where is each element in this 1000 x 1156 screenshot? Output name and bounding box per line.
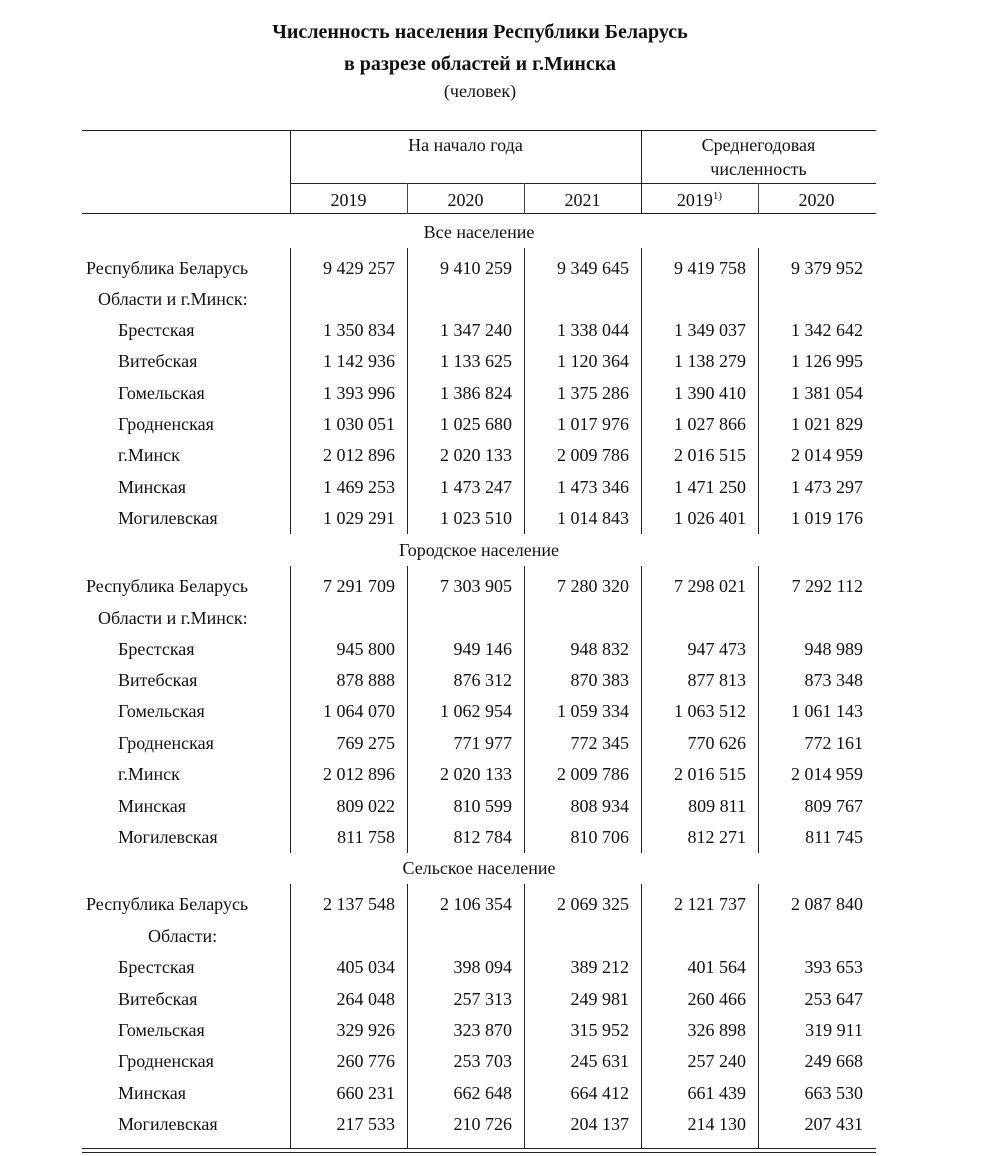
cell-value: 389 212 [570,957,629,977]
cell-value: 7 280 320 [557,576,629,596]
table-row [0,668,1000,692]
cell-value: 877 813 [687,670,746,690]
cell-value: 873 348 [804,670,863,690]
header-year: 2019 [330,190,367,210]
row-label: Могилевская [118,1114,218,1134]
row-label: Витебская [118,670,198,690]
cell-value: 2 069 325 [557,894,629,914]
table-row [0,1018,1000,1042]
cell-value: 1 126 995 [791,351,863,371]
row-label: Минская [118,1083,187,1103]
cell-value: 809 811 [688,796,746,816]
cell-value: 1 349 037 [674,320,746,340]
cell-value: 2 009 786 [557,764,629,784]
cell-value: 1 473 346 [557,477,629,497]
table-row [0,924,1000,948]
cell-value: 1 063 512 [674,701,746,721]
cell-value: 1 021 829 [791,414,863,434]
row-label: Витебская [118,989,198,1009]
cell-value: 1 133 625 [440,351,512,371]
table-row [0,318,1000,342]
cell-value: 398 094 [453,957,512,977]
cell-value: 660 231 [336,1083,395,1103]
cell-value: 1 469 253 [323,477,395,497]
cell-value: 811 745 [805,827,863,847]
header-group-start-of-year: На начало года [408,135,523,155]
row-label: г.Минск [118,764,180,784]
section-title: Сельское население [402,858,556,878]
cell-value: 870 383 [570,670,629,690]
cell-value: 876 312 [453,670,512,690]
cell-value: 1 347 240 [440,320,512,340]
row-label: Витебская [118,351,198,371]
cell-value: 9 379 952 [791,258,863,278]
table-row [0,256,1000,280]
cell-value: 405 034 [336,957,395,977]
table-row [0,606,1000,630]
table-row [0,794,1000,818]
header-group-average-line2: численность [710,159,807,179]
cell-value: 329 926 [336,1020,395,1040]
table-bottom-rule-2 [82,1152,876,1153]
row-label: Области и г.Минск: [98,608,248,628]
cell-value: 810 706 [570,827,629,847]
table-row [0,955,1000,979]
unit-label: (человек) [443,81,517,101]
footnote-mark: 1) [712,190,723,202]
cell-value: 810 599 [453,796,512,816]
header-bottom-rule [82,213,876,214]
row-label: Гродненская [118,1051,214,1071]
cell-value: 1 059 334 [557,701,629,721]
cell-value: 809 022 [336,796,395,816]
cell-value: 1 390 410 [674,383,746,403]
cell-value: 2 009 786 [557,445,629,465]
cell-value: 1 381 054 [791,383,863,403]
row-label: Минская [118,477,187,497]
document-title-line2: в разрезе областей и г.Минска [343,53,617,75]
cell-value: 2 137 548 [323,894,395,914]
row-label: Республика Беларусь [86,258,249,278]
table-row [0,506,1000,530]
cell-value: 9 419 758 [674,258,746,278]
row-label: Республика Беларусь [86,576,249,596]
cell-value: 663 530 [804,1083,863,1103]
cell-value: 664 412 [570,1083,629,1103]
cell-value: 249 668 [804,1051,863,1071]
cell-value: 257 240 [687,1051,746,1071]
header-year: 2020 [798,190,835,210]
header-year: 2021 [564,190,601,210]
cell-value: 207 431 [804,1114,863,1134]
cell-value: 812 271 [687,827,746,847]
table-row [0,443,1000,467]
header-year: 2020 [447,190,484,210]
cell-value: 253 703 [453,1051,512,1071]
row-label: Могилевская [118,508,218,528]
cell-value: 1 027 866 [674,414,746,434]
cell-value: 204 137 [570,1114,629,1134]
table-row [0,381,1000,405]
cell-value: 1 030 051 [323,414,395,434]
cell-value: 7 291 709 [323,576,395,596]
cell-value: 662 648 [453,1083,512,1103]
cell-value: 1 473 297 [791,477,863,497]
row-label: Гродненская [118,733,214,753]
cell-value: 949 146 [453,639,512,659]
header-year-value: 2019 [676,190,713,210]
cell-value: 771 977 [453,733,512,753]
cell-value: 1 473 247 [440,477,512,497]
cell-value: 769 275 [336,733,395,753]
table-row [0,574,1000,598]
row-label: Гомельская [118,701,205,721]
cell-value: 1 019 176 [791,508,863,528]
cell-value: 210 726 [453,1114,512,1134]
cell-value: 2 012 896 [323,445,395,465]
cell-value: 257 313 [453,989,512,1009]
cell-value: 319 911 [805,1020,863,1040]
cell-value: 217 533 [336,1114,395,1134]
cell-value: 1 064 070 [323,701,395,721]
table-row [0,637,1000,661]
table-row [0,287,1000,311]
cell-value: 249 981 [570,989,629,1009]
cell-value: 1 023 510 [440,508,512,528]
document-title-line1: Численность населения Республики Беларусь [272,21,688,43]
row-label: Гомельская [118,1020,205,1040]
table-top-rule [82,130,876,131]
cell-value: 2 121 737 [674,894,746,914]
cell-value: 1 026 401 [674,508,746,528]
cell-value: 770 626 [687,733,746,753]
cell-value: 2 020 133 [440,445,512,465]
cell-value: 2 016 515 [674,764,746,784]
cell-value: 1 393 996 [323,383,395,403]
table-row [0,349,1000,373]
table-row [0,731,1000,755]
cell-value: 661 439 [687,1083,746,1103]
cell-value: 7 298 021 [674,576,746,596]
cell-value: 1 471 250 [674,477,746,497]
cell-value: 253 647 [804,989,863,1009]
cell-value: 1 017 976 [557,414,629,434]
cell-value: 401 564 [687,957,746,977]
cell-value: 809 767 [804,796,863,816]
cell-value: 214 130 [687,1114,746,1134]
cell-value: 2 012 896 [323,764,395,784]
table-row [0,1049,1000,1073]
cell-value: 808 934 [570,796,629,816]
cell-value: 7 292 112 [791,576,863,596]
cell-value: 1 342 642 [791,320,863,340]
cell-value: 1 338 044 [557,320,629,340]
header-year [641,188,758,212]
table-row [0,412,1000,436]
cell-value: 9 429 257 [323,258,395,278]
row-label: Гродненская [118,414,214,434]
cell-value: 260 776 [336,1051,395,1071]
cell-value: 878 888 [336,670,395,690]
cell-value: 1 138 279 [674,351,746,371]
table-row [0,987,1000,1011]
cell-value: 1 029 291 [323,508,395,528]
cell-value: 2 106 354 [440,894,512,914]
cell-value: 948 989 [804,639,863,659]
cell-value: 1 062 954 [440,701,512,721]
row-label: Минская [118,796,187,816]
cell-value: 772 345 [570,733,629,753]
cell-value: 1 120 364 [557,351,629,371]
cell-value: 947 473 [687,639,746,659]
cell-value: 2 016 515 [674,445,746,465]
cell-value: 326 898 [687,1020,746,1040]
cell-value: 2 087 840 [791,894,863,914]
row-label: Гомельская [118,383,205,403]
cell-value: 1 142 936 [323,351,395,371]
cell-value: 1 386 824 [440,383,512,403]
section-title: Городское население [398,540,560,560]
cell-value: 948 832 [570,639,629,659]
cell-value: 7 303 905 [440,576,512,596]
row-label: Области: [148,926,218,946]
row-label: Области и г.Минск: [98,289,248,309]
cell-value: 1 375 286 [557,383,629,403]
header-group-average-line1: Среднегодовая [701,135,816,155]
cell-value: 260 466 [687,989,746,1009]
cell-value: 772 161 [804,733,863,753]
table-bottom-rule [82,1148,876,1149]
cell-value: 315 952 [570,1020,629,1040]
row-label: Республика Беларусь [86,894,249,914]
table-row [0,1081,1000,1105]
row-label: Могилевская [118,827,218,847]
cell-value: 811 758 [337,827,395,847]
cell-value: 1 350 834 [323,320,395,340]
header-group-rule [290,183,876,184]
cell-value: 945 800 [336,639,395,659]
cell-value: 245 631 [570,1051,629,1071]
cell-value: 393 653 [804,957,863,977]
cell-value: 1 014 843 [557,508,629,528]
row-label: Брестская [118,957,195,977]
row-label: Брестская [118,320,195,340]
table-row [0,762,1000,786]
cell-value: 264 048 [336,989,395,1009]
table-row [0,699,1000,723]
cell-value: 9 410 259 [440,258,512,278]
table-row [0,892,1000,916]
cell-value: 1 061 143 [791,701,863,721]
section-title: Все население [423,222,535,242]
cell-value: 9 349 645 [557,258,629,278]
cell-value: 1 025 680 [440,414,512,434]
row-label: г.Минск [118,445,180,465]
cell-value: 812 784 [453,827,512,847]
cell-value: 2 014 959 [791,445,863,465]
table-row [0,475,1000,499]
table-row [0,825,1000,849]
cell-value: 2 014 959 [791,764,863,784]
cell-value: 323 870 [453,1020,512,1040]
cell-value: 2 020 133 [440,764,512,784]
table-row [0,1112,1000,1136]
row-label: Брестская [118,639,195,659]
